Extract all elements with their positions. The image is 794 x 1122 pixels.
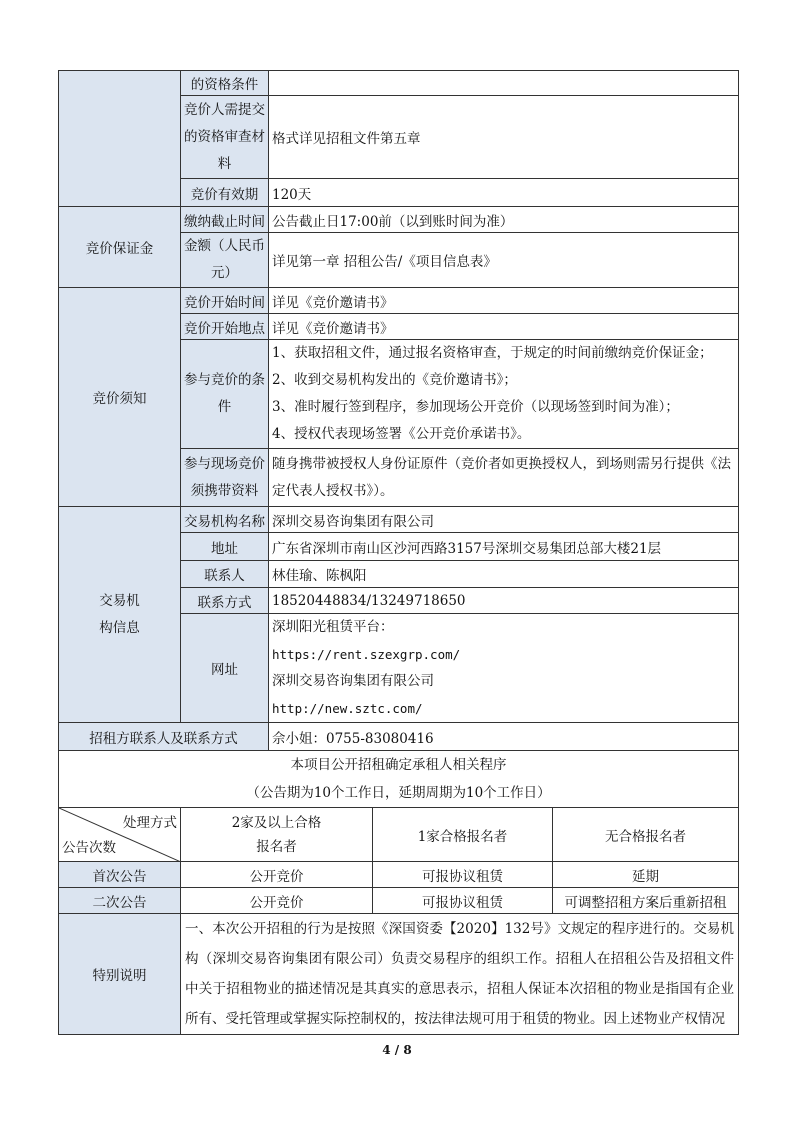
procedure-cell: 延期 <box>553 862 739 888</box>
special-notes-label: 特别说明 <box>59 914 181 1035</box>
website-link[interactable]: http://new.sztc.com/ <box>272 701 423 716</box>
agency-phone-label: 联系方式 <box>181 588 269 614</box>
page-number: 4 / 8 <box>382 1043 412 1057</box>
deposit-amount-label: 金额（人民币元） <box>181 233 269 288</box>
procedure-col2-header: 1家合格报名者 <box>373 808 553 862</box>
bid-materials-label: 参与现场竞价须携带资料 <box>181 449 269 507</box>
procedure-row-label: 首次公告 <box>59 862 181 888</box>
agency-contact-label: 联系人 <box>181 561 269 588</box>
deposit-section-label: 竞价保证金 <box>59 207 181 288</box>
procedure-col3-header: 无合格报名者 <box>553 808 739 862</box>
procedure-cell: 公开竞价 <box>181 888 373 914</box>
bid-conditions-label: 参与竞价的条件 <box>181 340 269 449</box>
procedure-col1-header: 2家及以上合格报名者 <box>181 808 373 862</box>
lessor-contact-label: 招租方联系人及联系方式 <box>59 723 269 751</box>
bid-start-time-label: 竞价开始时间 <box>181 288 269 314</box>
bid-condition-item: 2、收到交易机构发出的《竞价邀请书》； <box>272 372 517 388</box>
procedure-title-cell <box>59 751 739 808</box>
agency-address-label: 地址 <box>181 533 269 561</box>
bidding-section-label: 竞价须知 <box>59 288 181 507</box>
required-docs-label: 竞价人需提交的资格审查材料 <box>181 96 269 179</box>
procedure-cell: 公开竞价 <box>181 862 373 888</box>
procedure-cell: 可报协议租赁 <box>373 888 553 914</box>
qualification-section-cell <box>59 71 181 207</box>
qualification-condition-label: 的资格条件 <box>181 71 269 96</box>
bid-condition-item: 1、获取招租文件，通过报名资格审查，于规定的时间前缴纳竞价保证金； <box>272 345 713 361</box>
agency-phone-value: 18520448834/13249718650 <box>269 588 739 614</box>
procedure-title: 本项目公开招租确定承租人相关程序 <box>290 757 507 773</box>
agency-address-value: 广东省深圳市南山区沙河西路3157号深圳交易集团总部大楼21层 <box>269 533 739 561</box>
procedure-diagonal-header <box>59 808 181 862</box>
bid-materials-value: 随身携带被授权人身份证原件（竞价者如更换授权人，到场则需另行提供《法定代表人授权书》）。 <box>269 449 739 507</box>
tender-info-table <box>58 70 739 1035</box>
website-company-name: 深圳交易咨询集团有限公司 <box>272 673 434 689</box>
website-platform-name: 深圳阳光租赁平台： <box>272 619 394 635</box>
bid-start-place-value: 详见《竞价邀请书》 <box>269 314 739 340</box>
agency-website-list <box>269 614 739 723</box>
agency-website-label: 网址 <box>181 614 269 723</box>
bid-condition-item: 4、授权代表现场签署《公开竞价承诺书》。 <box>272 426 531 442</box>
diag-top-label: 处理方式 <box>123 815 177 831</box>
qualification-condition-value <box>269 71 739 96</box>
agency-name-value: 深圳交易咨询集团有限公司 <box>269 507 739 533</box>
diag-bottom-label: 公告次数 <box>62 840 116 856</box>
required-docs-value: 格式详见招租文件第五章 <box>269 96 739 179</box>
agency-contact-value: 林佳瑜、陈枫阳 <box>269 561 739 588</box>
agency-section-label: 交易机构信息 <box>59 507 181 723</box>
website-link[interactable]: https://rent.szexgrp.com/ <box>272 647 461 662</box>
deposit-deadline-value: 公告截止日17:00前（以到账时间为准） <box>269 207 739 233</box>
procedure-row-label: 二次公告 <box>59 888 181 914</box>
bid-condition-item: 3、准时履行签到程序，参加现场公开竞价（以现场签到时间为准）； <box>272 399 679 415</box>
deposit-deadline-label: 缴纳截止时间 <box>181 207 269 233</box>
bid-start-time-value: 详见《竞价邀请书》 <box>269 288 739 314</box>
bid-validity-value: 120天 <box>269 179 739 207</box>
procedure-cell: 可报协议租赁 <box>373 862 553 888</box>
bid-validity-label: 竞价有效期 <box>181 179 269 207</box>
agency-name-label: 交易机构名称 <box>181 507 269 533</box>
bid-start-place-label: 竞价开始地点 <box>181 314 269 340</box>
special-notes-text: 一、本次公开招租的行为是按照《深国资委【2020】132号》文规定的程序进行的。交易机构（深圳交易咨询集团有限公司）负责交易程序的组织工作。招租人在招租公告及招租文件中关于招租物业的描述情况是其真实的意思表示，招租人保证本次招租的物业是指国有企业所有、受托管理或掌握实际控制权的，按法律法规可用于租赁的物业。因上述物业产权情况 <box>181 914 739 1035</box>
procedure-cell: 可调整招租方案后重新招租 <box>553 888 739 914</box>
bid-conditions-list <box>269 340 739 449</box>
deposit-amount-value: 详见第一章 招租公告/《项目信息表》 <box>269 233 739 288</box>
procedure-subtitle: （公告期为10个工作日，延期周期为10个工作日） <box>246 785 551 801</box>
lessor-contact-value: 佘小姐：0755-83080416 <box>269 723 739 751</box>
